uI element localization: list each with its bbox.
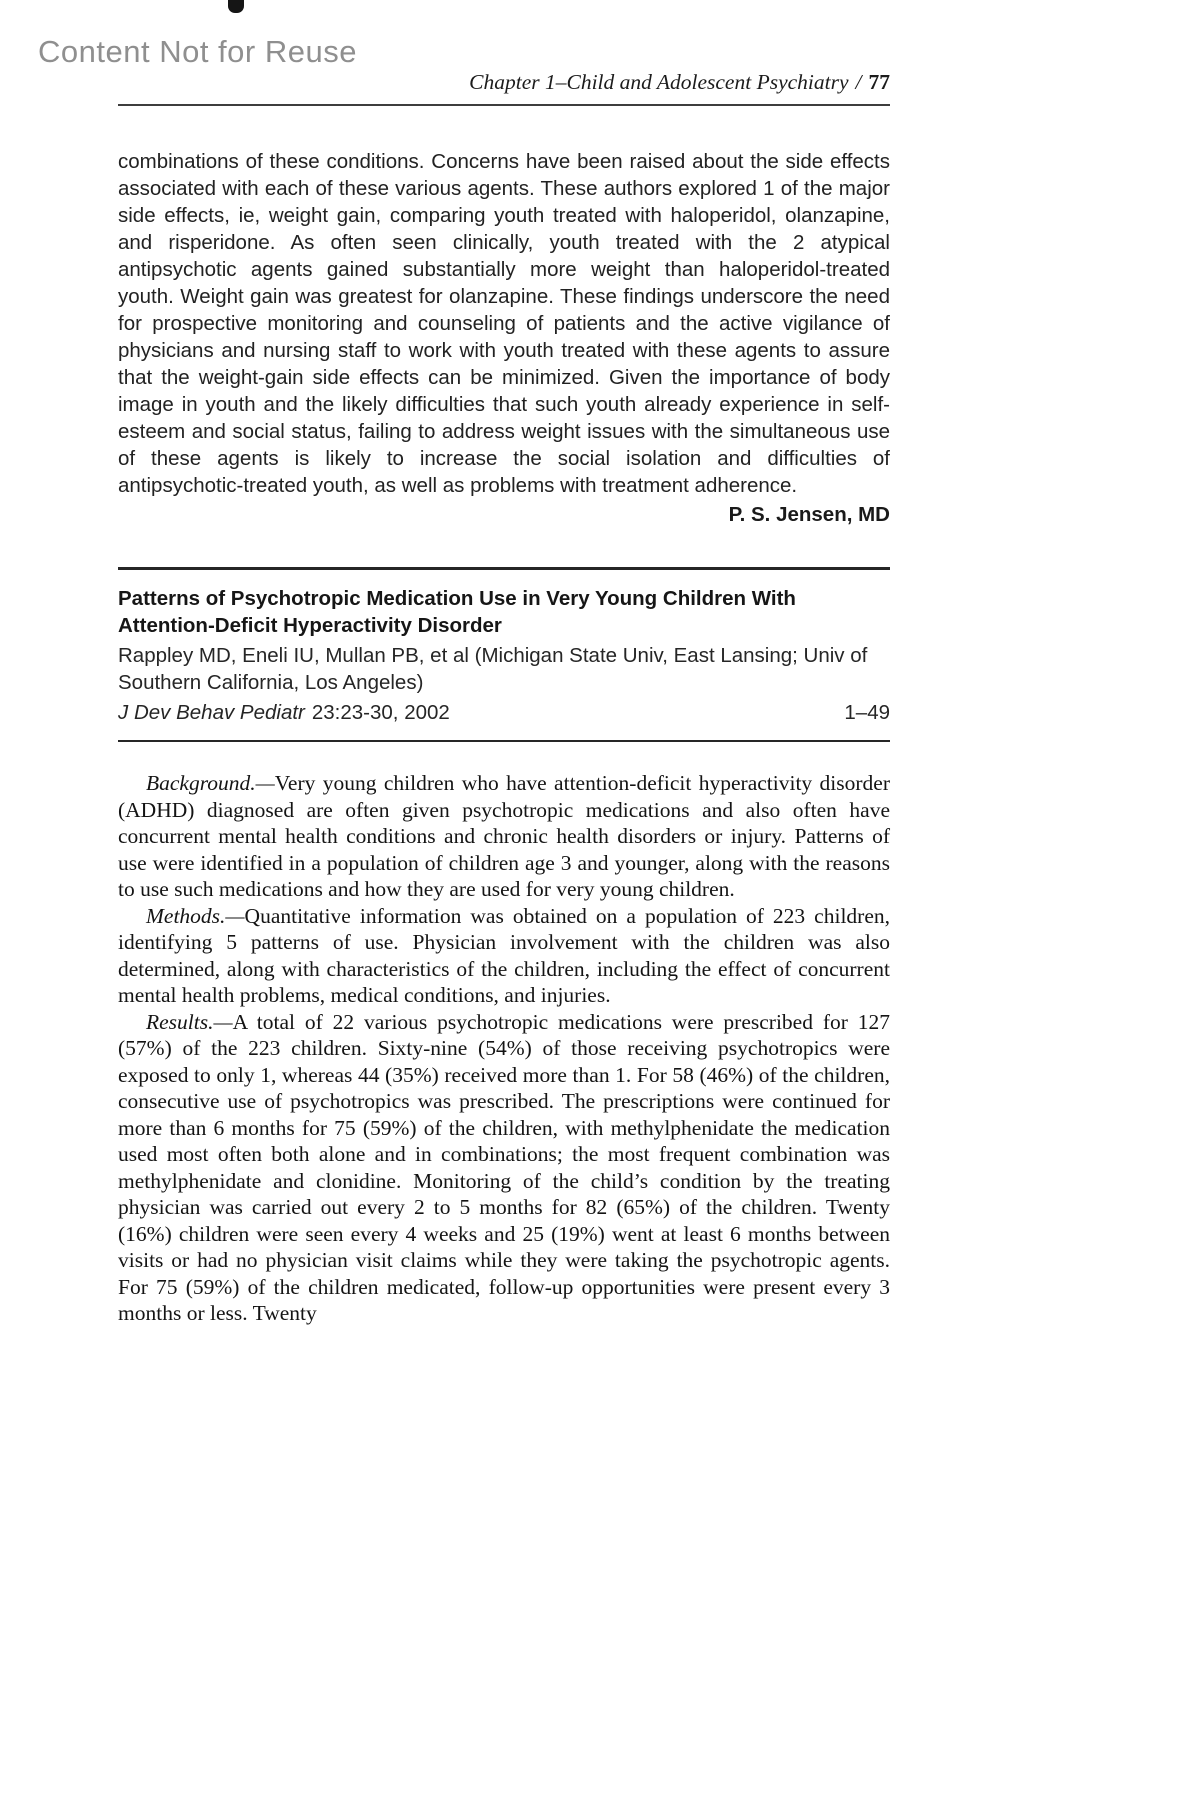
abstract-background-paragraph	[118, 770, 890, 903]
journal-citation-row	[118, 699, 890, 726]
journal-name: J Dev Behav Pediatr	[118, 701, 305, 724]
running-head	[118, 70, 890, 95]
background-label: Background.—	[146, 771, 275, 795]
background-text: Very young children who have attention-deficit hyperactivity disorder (ADHD) diagnosed are often given psychotropic medications and also often have concurrent mental health conditions and chronic health disorders or injury. Patterns of use were identified in a population of children age 3 and younger, along with the reasons to use such medications and how they are used for very young children.	[118, 771, 890, 901]
article-title: Patterns of Psychotropic Medication Use in Very Young Children With Attention-Deficit Hyperactivity Disorder	[118, 587, 796, 637]
running-head-separator: /	[855, 70, 862, 94]
methods-text: Quantitative information was obtained on a population of 223 children, identifying 5 patterns of use. Physician involvement with the children was also determined, along with characteristics of the children, including the effect of concurrent mental health problems, medical conditions, and injuries.	[118, 903, 890, 1007]
chapter-title: Chapter 1–Child and Adolescent Psychiatry	[469, 70, 849, 94]
article-top-rule	[118, 567, 890, 570]
watermark-text: Content Not for Reuse	[38, 34, 357, 69]
page-number: 77	[868, 70, 890, 94]
commentary-paragraph: combinations of these conditions. Concerns have been raised about the side effects associated with each of these various agents. These authors explored 1 of the major side effects, ie, weight gain, comparing youth treated with haloperidol, olanzapine, and risperidone. As often seen clinically, youth treated with the 2 atypical antipsychotic agents gained substantially more weight than haloperidol-treated youth. Weight gain was greatest for olanzapine. These findings underscore the need for prospective monitoring and counseling of patients and the active vigilance of physicians and nursing staff to work with youth treated with these agents to assure that the weight-gain side effects can be minimized. Given the importance of body image in youth and the likely difficulties that such youth already experience in self-esteem and social status, failing to address weight issues with the simultaneous use of these agents is likely to increase the social isolation and difficulties of antipsychotic-treated youth, as well as problems with treatment adherence.	[118, 150, 890, 497]
abstract-top-rule	[118, 740, 890, 742]
abstract-results-paragraph	[118, 1009, 890, 1327]
header-rule	[118, 104, 890, 106]
results-label: Results.—	[146, 1009, 233, 1034]
methods-label: Methods.—	[146, 903, 245, 928]
journal-citation: 23:23-30, 2002	[311, 701, 450, 724]
reference-number: 1–49	[844, 701, 890, 724]
structured-abstract	[118, 770, 890, 1327]
article-authors: Rappley MD, Eneli IU, Mullan PB, et al (Michigan State Univ, East Lansing; Univ of Southern California, Los Angeles)	[118, 644, 868, 694]
page-content-column	[118, 0, 890, 1327]
results-text: A total of 22 various psychotropic medications were prescribed for 127 (57%) of the 223 children. Sixty-nine (54%) of those receiving psychotropics were exposed to only 1, whereas 44 (35%) received more than 1. For 58 (46%) of the children, consecutive use of psychotropics was prescribed. The prescriptions were continued for more than 6 months for 75 (59%) of the children, with methylphenidate the medication used most often both alone and in combinations; the most frequent combination was methylphenidate and clonidine. Monitoring of the child’s condition by the treating physician was carried out every 2 to 5 months for 82 (65%) of the children. Twenty (16%) children were seen every 4 weeks and 25 (19%) went at least 6 months between visits or had no physician visit claims while they were taking the psychotropic agents. For 75 (59%) of the children medicated, follow-up opportunities were present every 3 months or less. Twenty	[118, 1009, 890, 1325]
abstract-methods-paragraph	[118, 903, 890, 1009]
commentary-signature: P. S. Jensen, MD	[728, 503, 890, 526]
